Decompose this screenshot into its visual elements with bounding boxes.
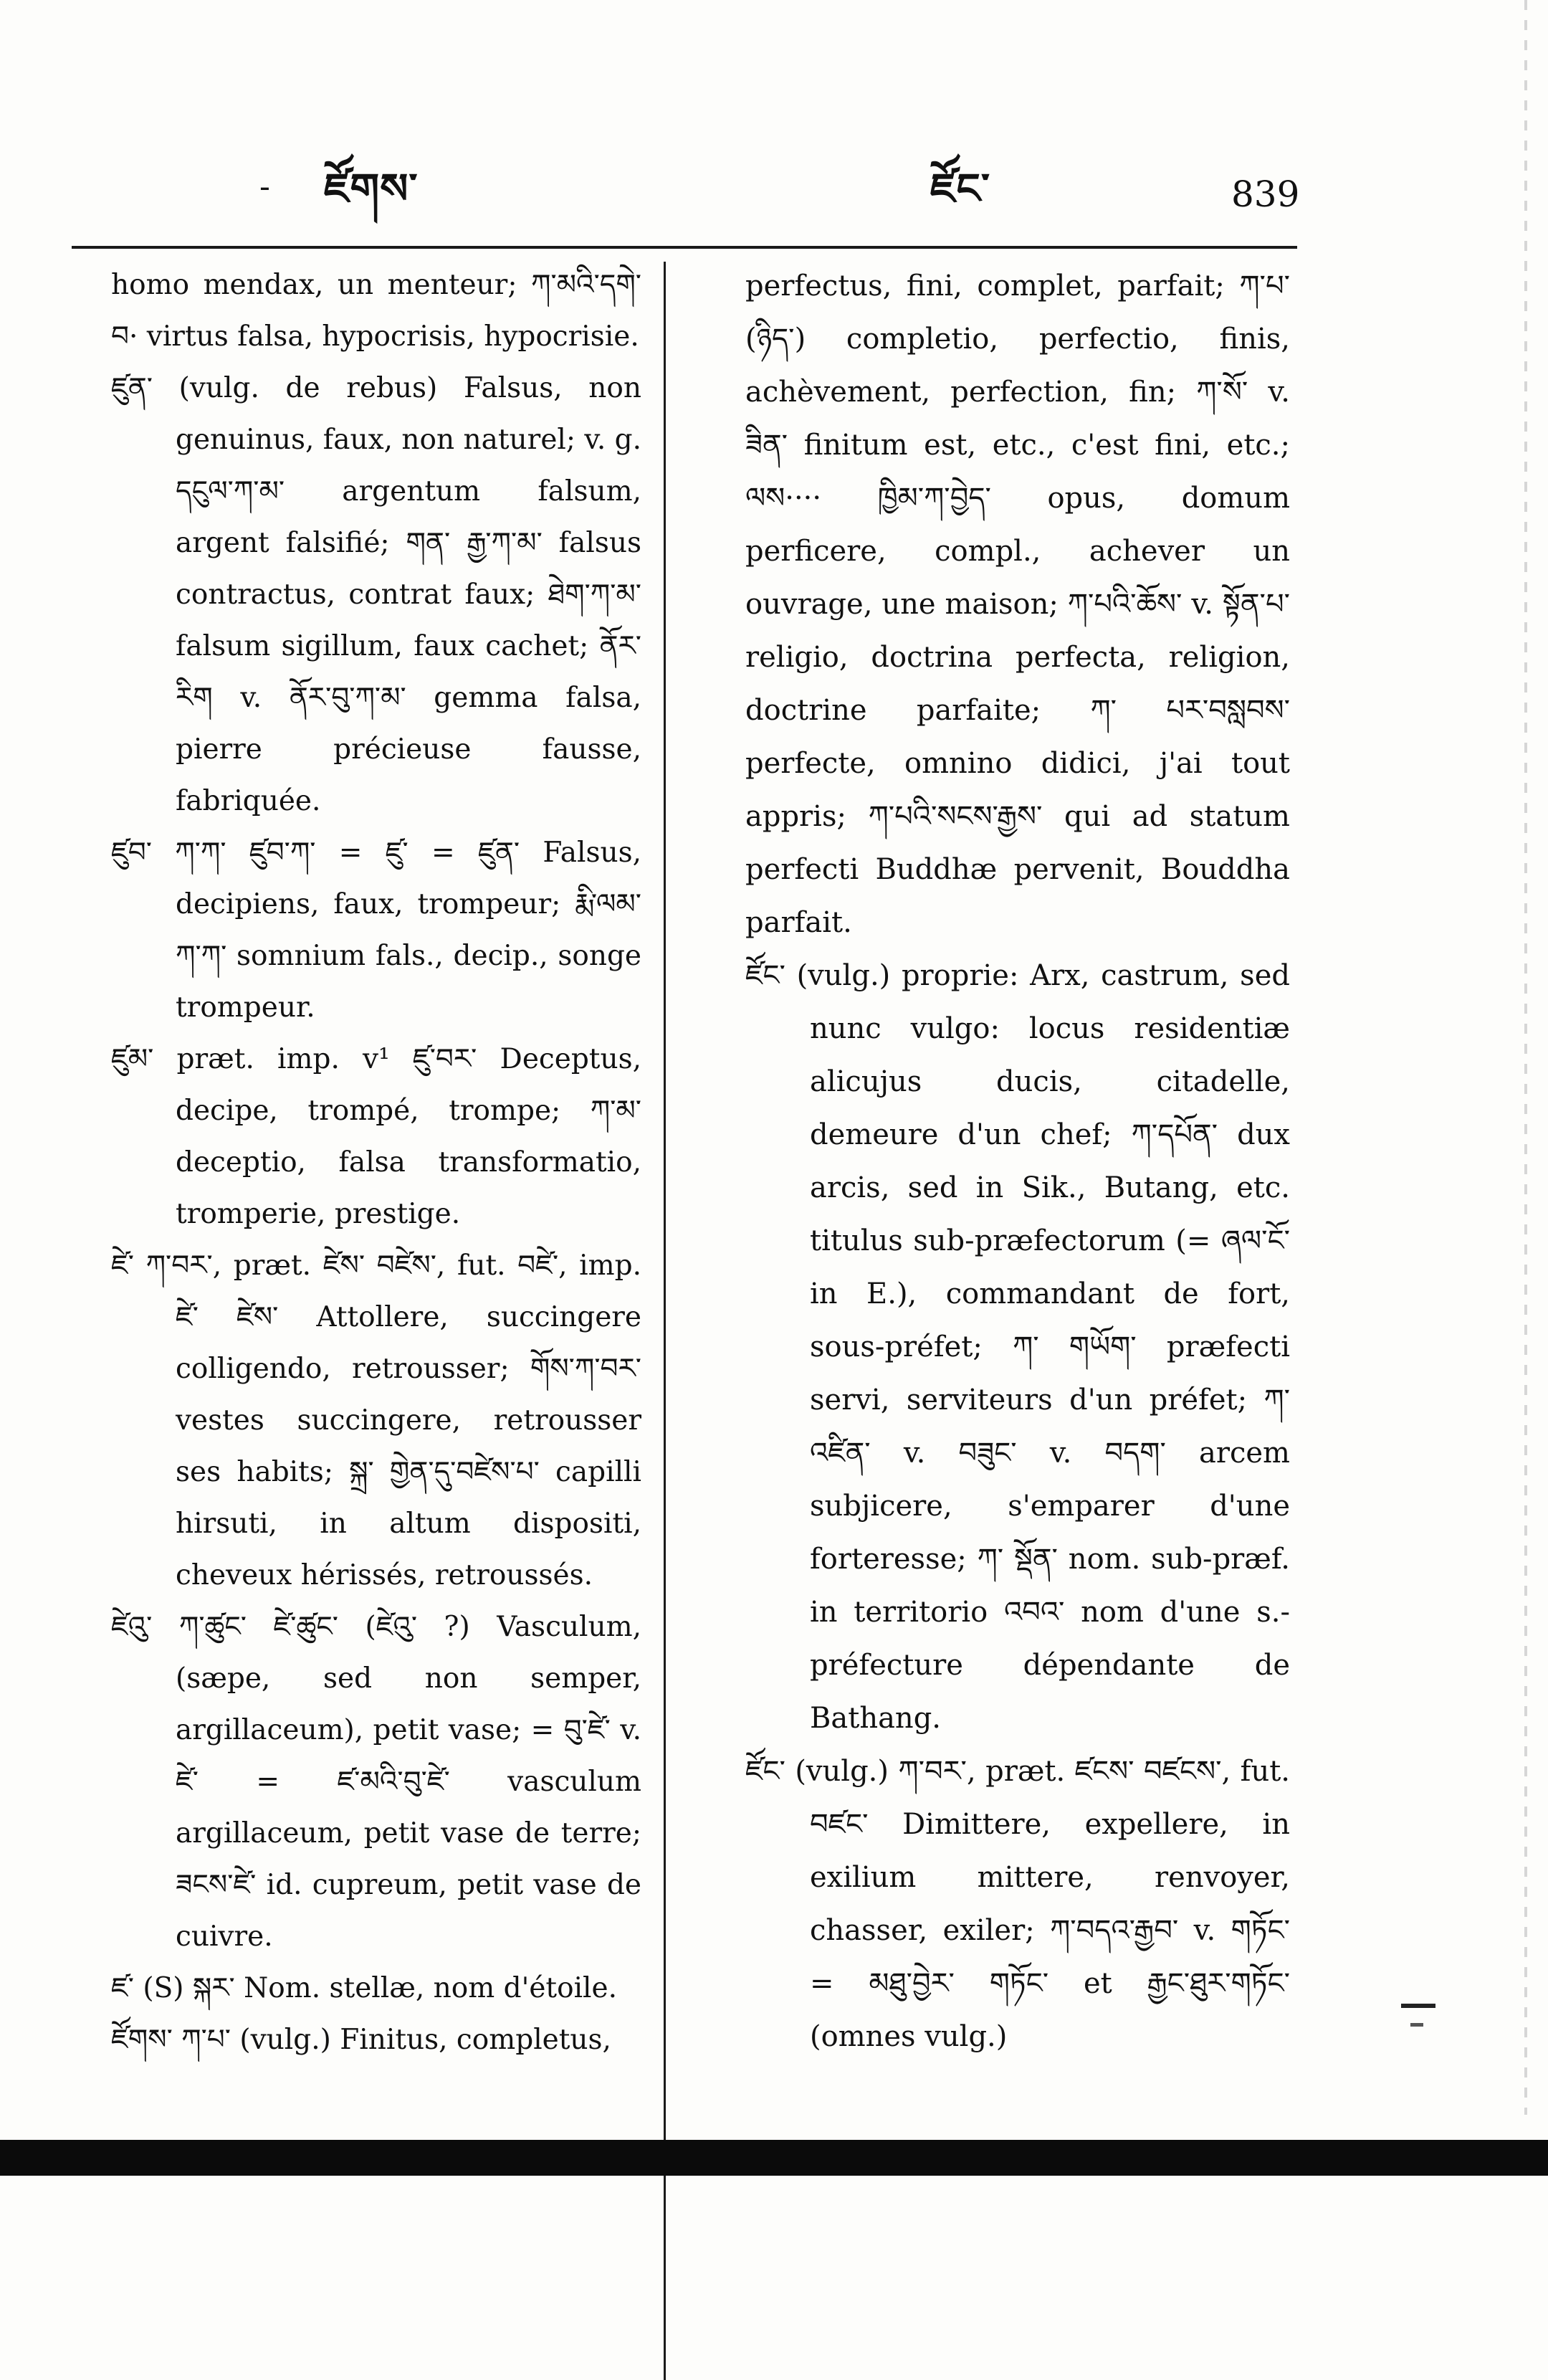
entry-dzong-expel: ཛོང་ (vulg.) ཀ་བར་, præt. ཛངས་ བཛངས་, fut. བཛང་ Dimittere, expellere, in exilium mittere, renvoyer, chasser, exiler; ཀ་བདའ་རྒྱབ་ v. གཏོང་ = མཐུ་བྱེར་ གཏོང་ et རྒྱང་ཐུར་གཏོང་ (omnes vulg.) xyxy=(745,1755,1290,2053)
entry-dzogs: ཛོགས་ ཀ་པ་ (vulg.) Finitus, completus, xyxy=(111,2024,611,2056)
entry-dzun: ཛུན་ (vulg. de rebus) Falsus, non genuinus, faux, non naturel; v. g. དངུལ་ཀ་མ་ argentum falsum, argent falsifié; གན་ རྒྱ་ཀ་མ་ falsus contractus, contrat faux; ཐེག་ཀ་མ་ falsum sigillum, faux cachet; ནོར་རིག v. ནོར་བུ་ཀ་མ་ gemma falsa, pierre précieuse fausse, fabriquée. xyxy=(111,372,641,817)
entry-dza: ཛ་ (S) སྐར་ Nom. stellæ, nom d'étoile. xyxy=(111,1972,617,2004)
header-rule xyxy=(72,246,1297,249)
column-divider xyxy=(664,262,666,2380)
header-left-word: ཛོགས་ xyxy=(324,164,419,213)
right-column xyxy=(745,260,1290,2063)
header-dash: - xyxy=(259,168,270,205)
entry-dzong-fort: ཛོང་ (vulg.) proprie: Arx, castrum, sed nunc vulgo: locus residentiæ alicujus ducis, citadelle, demeure d'un chef; ཀ་དཔོན་ dux arcis, sed in Sik., Butang, etc. titulus sub-præfectorum (= ཞལ་ངོ་ in E.), commandant de fort, sous-préfet; ཀ་ གཡོག་ præfecti servi, serviteurs d'un préfet; ཀ་འཛིན་ v. བཟུང་ v. བདག་ arcem subjicere, s'emparer d'une forteresse; ཀ་ སྡོན་ nom. sub-præf. in territorio འབའ་ nom d'une s.-préfecture dépendante de Bathang. xyxy=(745,959,1290,1735)
page-edge-mark xyxy=(1524,0,1527,2115)
entry-dzub: ཛུབ་ ཀ་ཀ་ ཛུབ་ཀ་ = ཛུ་ = ཛུན་ Falsus, decipiens, faux, trompeur; རྨི་ལམ་ཀ་ཀ་ somnium fals., decip., songe trompeur. xyxy=(111,837,641,1024)
scan-bottom-border xyxy=(0,2140,1548,2176)
entry-dzeu: ཛེའུ་ ཀ་ཚུང་ ཛེ་ཚུང་ (ཛེའུ་ ?) Vasculum, (sæpe, sed non semper, argillaceum), petit vase; = བུ་ཛེ་ v. ཛེ་ = ཛ་མའི་བུ་ཛེ་ vasculum argillaceum, petit vase de terre; ཟངས་ཛེ་ id. cupreum, petit vase de cuivre. xyxy=(111,1611,641,1953)
header-center-word: ཛོང་ xyxy=(930,164,991,213)
margin-mark xyxy=(1401,2004,1435,2008)
entry-dzum: ཛུམ་ præt. imp. v¹ ཛུ་བར་ Deceptus, decipe, trompé, trompe; ཀ་མ་ deceptio, falsa transformatio, tromperie, prestige. xyxy=(111,1043,641,1230)
entry-dze: ཛེ་ ཀ་བར་, præt. ཛེས་ བཛེས་, fut. བཛེ་, imp. ཛེ་ ཛེས་ Attollere, succingere colligendo, retrousser; གོས་ཀ་བར་ vestes succingere, retrousser ses habits; སྐྲ་ གྱེན་དུ་བཛེས་པ་ capilli hirsuti, in altum dispositi, cheveux hérissés, retroussés. xyxy=(111,1250,641,1591)
page-number: 839 xyxy=(1231,173,1300,215)
entry-dzogs-continued: perfectus, fini, complet, parfait; ཀ་པ་ (ཉིད་) completio, perfectio, finis, achèvement, perfection, fin; ཀ་སོ་ v. ཟིན་ finitum est, etc., c'est fini, etc.; ལས···· ཁྱིམ་ཀ་བྱེད་ opus, domum perficere, compl., achever un ouvrage, une maison; ཀ་པའི་ཆོས་ v. སྟོན་པ་ religio, doctrina perfecta, religion, doctrine parfaite; ཀ་ པར་བསླབས་ perfecte, omnino didici, j'ai tout appris; ཀ་པའི་སངས་རྒྱས་ qui ad statum perfecti Buddhæ pervenit, Bouddha parfait. xyxy=(745,270,1290,939)
margin-mark-small xyxy=(1410,2023,1423,2027)
left-column xyxy=(111,260,641,2066)
entry-continuation: homo mendax, un menteur; ཀ་མའི་དགེ་བ· virtus falsa, hypocrisis, hypocrisie. xyxy=(111,269,641,353)
